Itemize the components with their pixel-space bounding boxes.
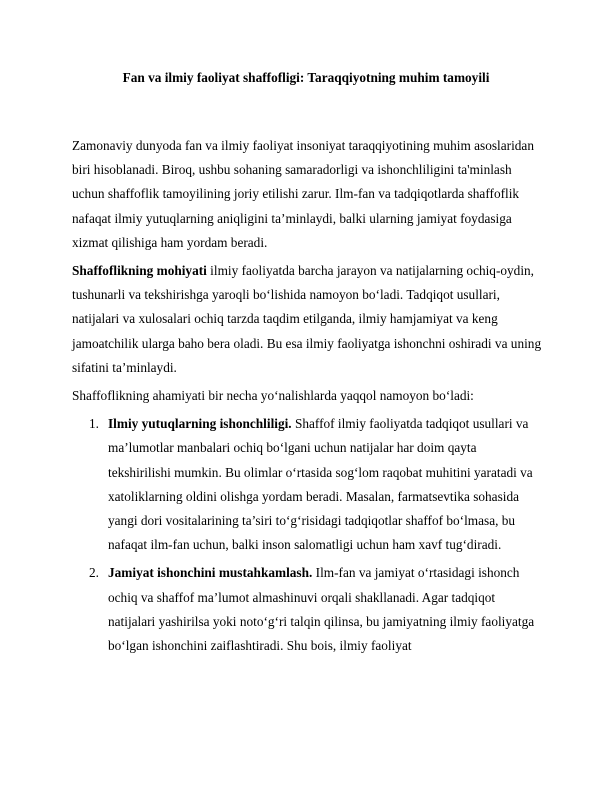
essence-paragraph: [72, 259, 542, 380]
intro-paragraph: Zamonaviy dunyoda fan va ilmiy faoliyat insoniyat taraqqiyotining muhim asoslaridan biri hisoblanadi. Biroq, ushbu sohaning samaradorligi va ishonchliligini ta'minlash uchun shaffoflik tamoyilining joriy etilishi zarur. Ilm-fan va tadqiqotlarda shaffoflik nafaqat ilmiy yutuqlarning aniqligini ta’minlaydi, balki ularning jamiyat foydasiga xizmat qilishiga ham yordam beradi.: [72, 138, 534, 250]
essence-bold-lead: Shaffoflikning mohiyati: [72, 263, 207, 279]
list-item-text: Shaffof ilmiy faoliyatda tadqiqot usullari va ma’lumotlar manbalari ochiq bo‘lgani uchun natijalar har doim qayta tekshirilishi mumkin. Bu olimlar o‘rtasida sog‘lom raqobat muhitini yaratadi va xatoliklarning oldini olishga yordam beradi. Masalan, farmatsevtika sohasida yangi dori vositalarining ta’siri to‘g‘risidagi tadqiqotlar shaffof bo‘lmasa, bu nafaqat ilm-fan uchun, balki inson salomatligi uchun ham xavf tug‘diradi.: [108, 416, 533, 553]
list-item-heading: Ilmiy yutuqlarning ishonchliligi.: [108, 416, 292, 432]
list-item: [72, 561, 542, 658]
list-item: [72, 412, 542, 557]
list-item-number: 1.: [89, 416, 99, 432]
essence-text: ilmiy faoliyatda barcha jarayon va natijalarning ochiq-oydin, tushunarli va tekshirishga yaroqli bo‘lishida namoyon bo‘ladi. Tadqiqot usullari, natijalari va xulosalari ochiq tarzda taqdim etilganda, ilmiy hamjamiyat va keng jamoatchilik ularga baho bera oladi. Bu esa ilmiy faoliyatga ishonchni oshiradi va uning sifatini ta’minlaydi.: [72, 263, 542, 375]
document-title: Fan va ilmiy faoliyat shaffofligi: Taraqqiyotning muhim tamoyili: [122, 70, 490, 85]
importance-lead-paragraph: Shaffoflikning ahamiyati bir necha yo‘nalishlarda yaqqol namoyon bo‘ladi:: [72, 388, 474, 404]
list-item-number: 2.: [89, 565, 99, 581]
list-item-heading: Jamiyat ishonchini mustahkamlash.: [108, 565, 313, 581]
list-item-text: Ilm-fan va jamiyat o‘rtasidagi ishonch ochiq va shaffof ma’lumot almashinuvi orqali shakllanadi. Agar tadqiqot natijalari yashirilsa yoki noto‘g‘ri talqin qilinsa, bu jamiyatning ilmiy faoliyatga bo‘lgan ishonchini zaiflashtiradi. Shu bois, ilmiy faoliyat: [108, 565, 535, 654]
importance-list: [72, 412, 542, 658]
document-body: [72, 134, 542, 662]
